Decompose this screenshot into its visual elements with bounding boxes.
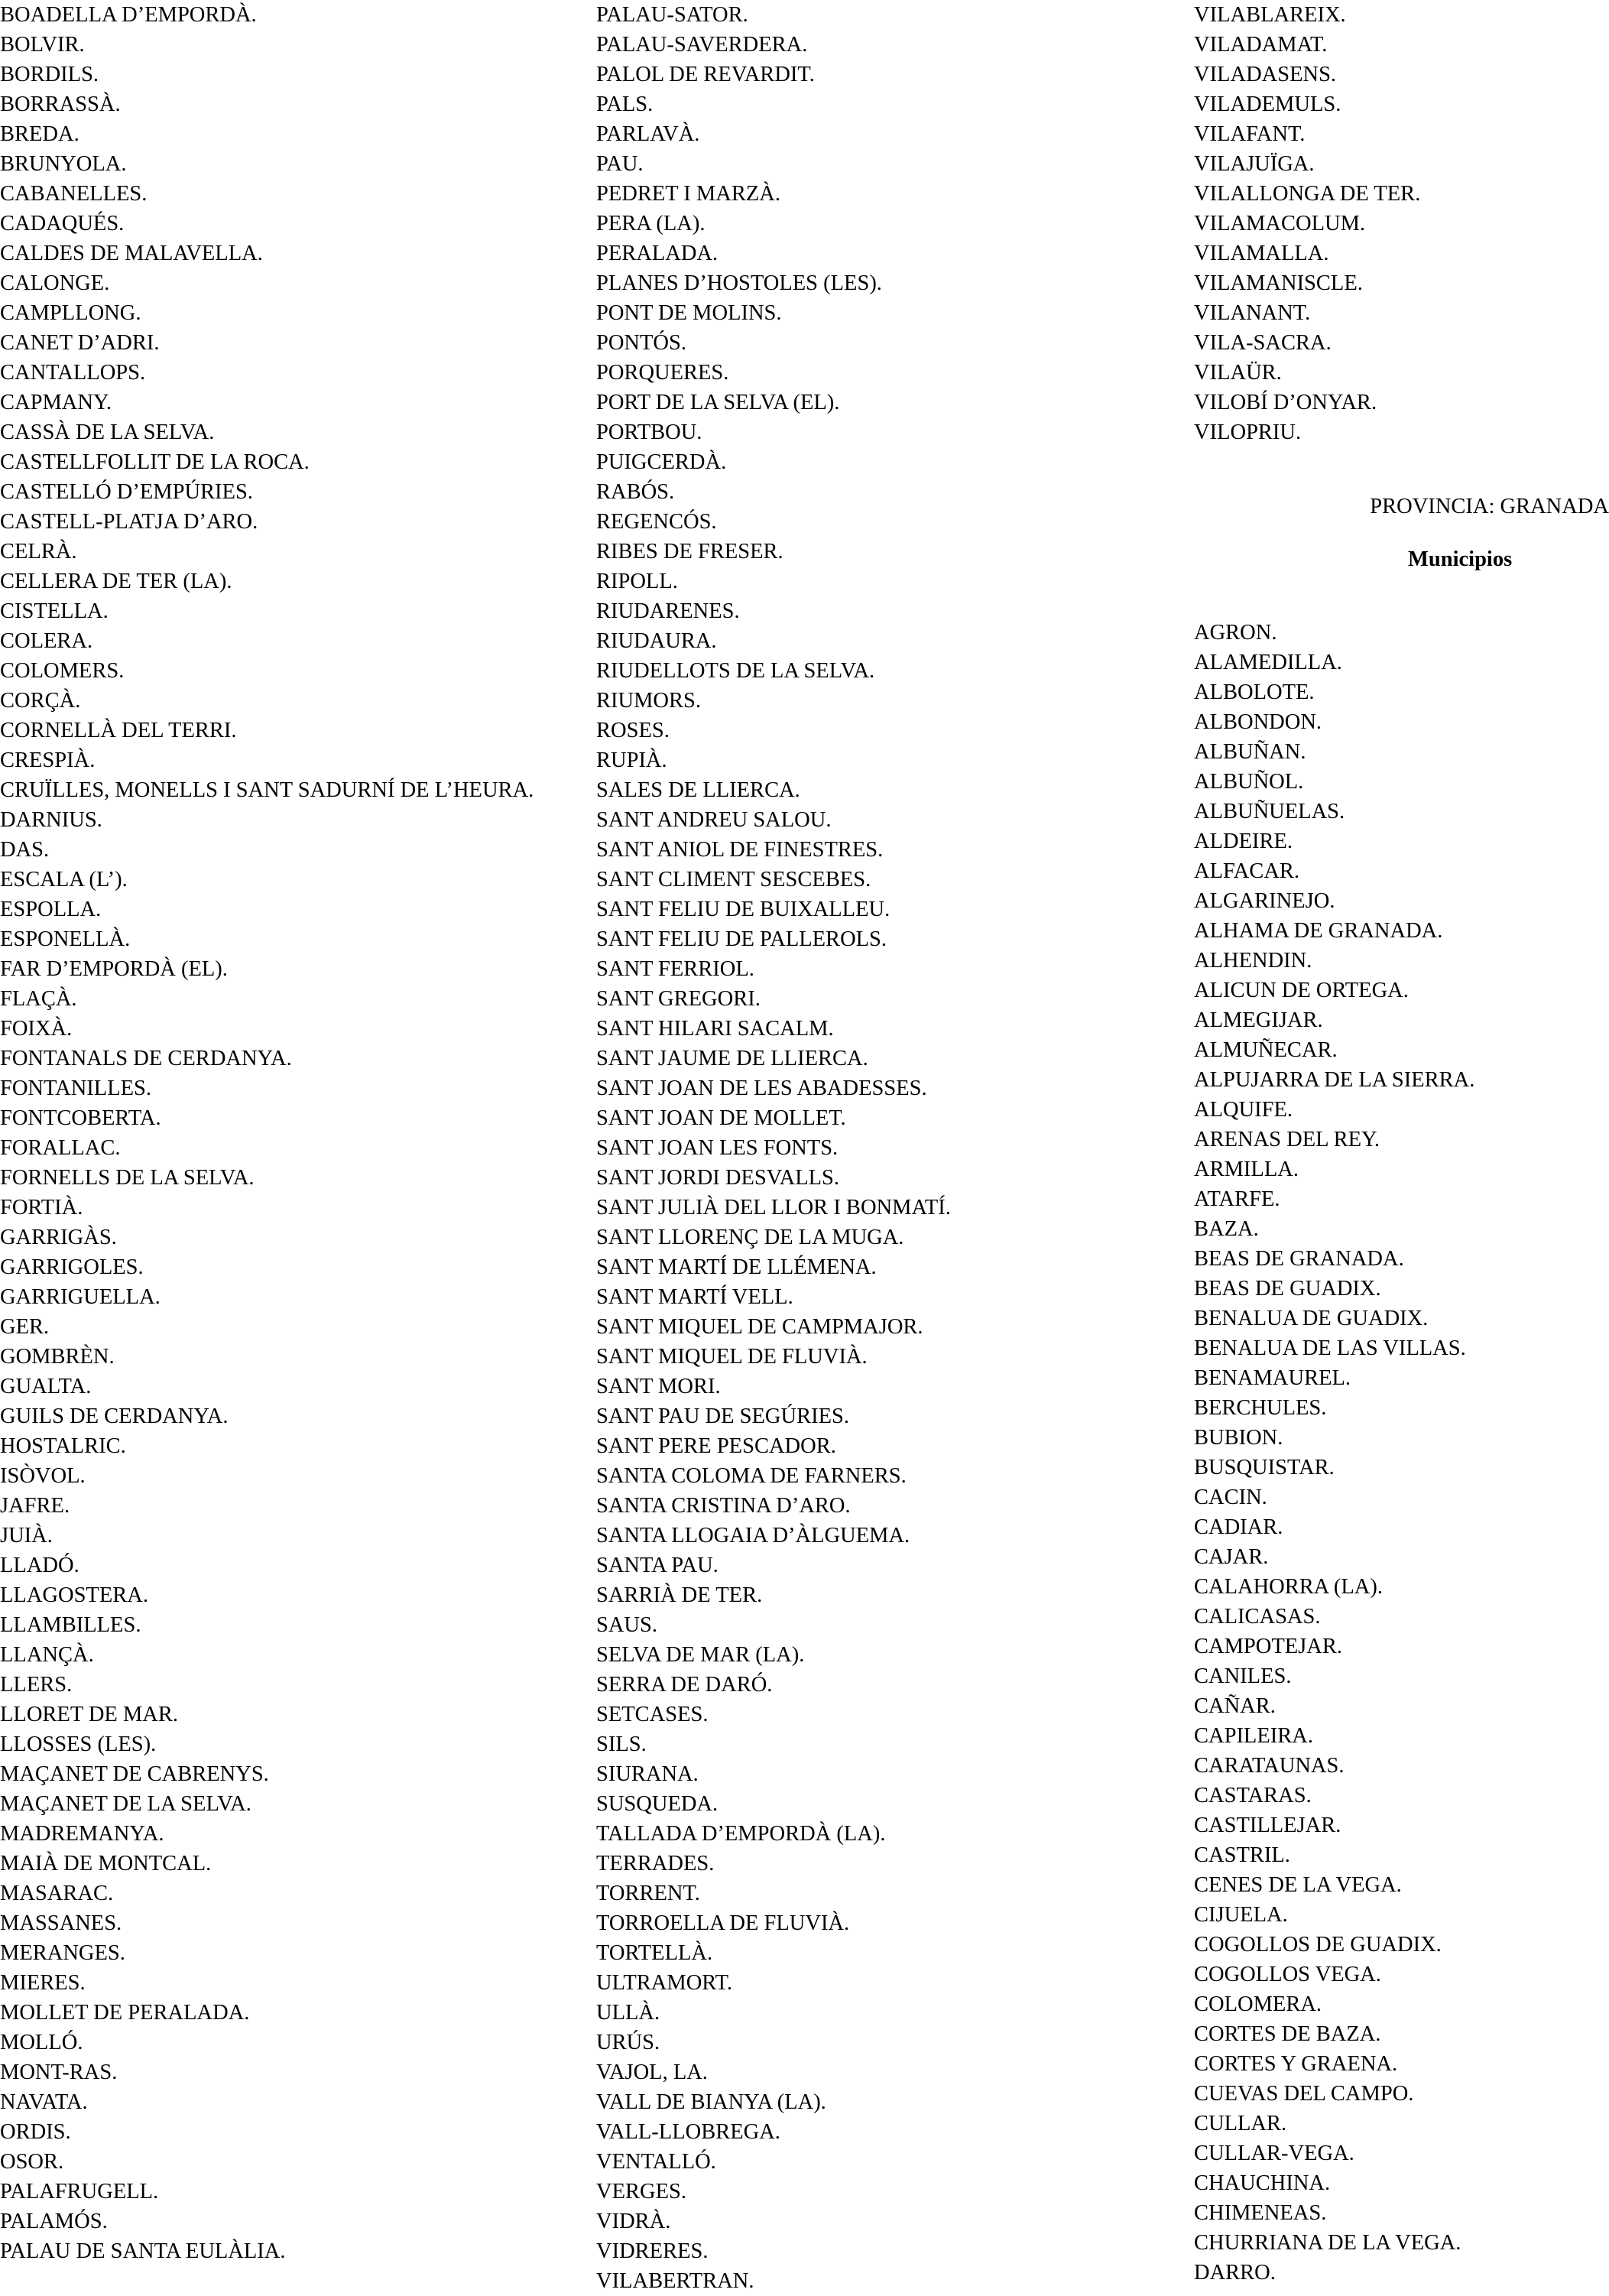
list-item: ESPOLLA. xyxy=(0,898,102,921)
list-item: TORTELLÀ. xyxy=(596,1941,713,1965)
list-item: BREDA. xyxy=(0,122,79,146)
list-item: ALBUÑUELAS. xyxy=(1194,800,1345,823)
list-item: CARATAUNAS. xyxy=(1194,1754,1345,1778)
list-item: SANT MARTÍ DE LLÉMENA. xyxy=(596,1255,877,1279)
list-item: PALAFRUGELL. xyxy=(0,2180,159,2203)
list-item: CABANELLES. xyxy=(0,182,148,206)
list-item: MONT-RAS. xyxy=(0,2061,118,2084)
list-item: MAÇANET DE CABRENYS. xyxy=(0,1762,269,1786)
list-item: CAÑAR. xyxy=(1194,1694,1276,1718)
list-item: ALMUÑECAR. xyxy=(1194,1038,1338,1062)
list-item: CALICASAS. xyxy=(1194,1605,1321,1629)
list-item: SANT MORI. xyxy=(596,1375,721,1398)
list-item: ALPUJARRA DE LA SIERRA. xyxy=(1194,1068,1475,1092)
list-item: SANT ANIOL DE FINESTRES. xyxy=(596,838,884,862)
list-item: BAZA. xyxy=(1194,1217,1259,1241)
list-item: VILAFANT. xyxy=(1194,122,1306,146)
list-item: SANT JAUME DE LLIERCA. xyxy=(596,1047,868,1070)
list-item: CENES DE LA VEGA. xyxy=(1194,1873,1402,1897)
list-item: PALAMÓS. xyxy=(0,2210,108,2233)
list-item: MOLLÓ. xyxy=(0,2031,83,2054)
list-item: SANTA COLOMA DE FARNERS. xyxy=(596,1464,907,1488)
list-item: SANT JULIÀ DEL LLOR I BONMATÍ. xyxy=(596,1196,951,1219)
list-item: ALAMEDILLA. xyxy=(1194,651,1342,674)
list-item: LLANÇÀ. xyxy=(0,1643,94,1667)
municipality-list-column-2 xyxy=(596,0,1024,2296)
list-item: ULTRAMORT. xyxy=(596,1971,733,1995)
list-item: CASTELLÓ D’EMPÚRIES. xyxy=(0,480,253,504)
list-item: CIJUELA. xyxy=(1194,1903,1288,1927)
list-item: SANT FELIU DE PALLEROLS. xyxy=(596,927,887,951)
list-item: SANT FERRIOL. xyxy=(596,957,754,981)
granada-municipality-list xyxy=(1194,618,1609,2288)
list-item: AGRON. xyxy=(1194,621,1277,645)
province-title: PROVINCIA: GRANADA xyxy=(1370,495,1609,518)
list-item: NAVATA. xyxy=(0,2090,88,2114)
list-item: CANTALLOPS. xyxy=(0,361,146,385)
list-item: CAPILEIRA. xyxy=(1194,1724,1313,1748)
list-item: SANT GREGORI. xyxy=(596,987,761,1011)
list-item: VERGES. xyxy=(596,2180,686,2203)
list-item: PAU. xyxy=(596,152,644,176)
list-item: MAIÀ DE MONTCAL. xyxy=(0,1852,212,1875)
list-item: LLORET DE MAR. xyxy=(0,1703,179,1726)
list-item: COGOLLOS VEGA. xyxy=(1194,1963,1381,1986)
list-item: SANT MIQUEL DE FLUVIÀ. xyxy=(596,1345,868,1369)
list-item: RABÓS. xyxy=(596,480,675,504)
list-item: GARRIGUELLA. xyxy=(0,1285,161,1309)
list-item: VILABLAREIX. xyxy=(1194,3,1346,27)
list-item: HOSTALRIC. xyxy=(0,1434,126,1458)
list-item: VIDRÀ. xyxy=(596,2210,671,2233)
list-item: FONTCOBERTA. xyxy=(0,1106,161,1130)
list-item: SANT JOAN DE LES ABADESSES. xyxy=(596,1077,927,1100)
list-item: ALMEGIJAR. xyxy=(1194,1008,1323,1032)
list-item: CORTES DE BAZA. xyxy=(1194,2022,1381,2046)
list-item: VILAMACOLUM. xyxy=(1194,212,1366,235)
list-item: ALBOLOTE. xyxy=(1194,680,1315,704)
list-item: TERRADES. xyxy=(596,1852,715,1875)
list-item: PEDRET I MARZÀ. xyxy=(596,182,780,206)
list-item: VILA-SACRA. xyxy=(1194,331,1332,355)
municipality-list-column-3 xyxy=(1194,0,1609,447)
list-item: BENALUA DE GUADIX. xyxy=(1194,1307,1429,1330)
municipality-list-column-1 xyxy=(0,0,556,2266)
list-item: DAS. xyxy=(0,838,50,862)
list-item: CAMPOTEJAR. xyxy=(1194,1635,1342,1658)
list-item: BERCHULES. xyxy=(1194,1396,1327,1420)
list-item: VILOPRIU. xyxy=(1194,421,1302,444)
list-item: ALQUIFE. xyxy=(1194,1098,1293,1122)
list-item: VALL DE BIANYA (LA). xyxy=(596,2090,826,2114)
list-item: GOMBRÈN. xyxy=(0,1345,115,1369)
list-item: ALICUN DE ORTEGA. xyxy=(1194,979,1409,1002)
list-item: CULLAR-VEGA. xyxy=(1194,2142,1354,2165)
list-item: SANT FELIU DE BUIXALLEU. xyxy=(596,898,890,921)
list-item: DARNIUS. xyxy=(0,808,102,832)
list-item: CANET D’ADRI. xyxy=(0,331,160,355)
list-item: MERANGES. xyxy=(0,1941,125,1965)
list-item: GER. xyxy=(0,1315,50,1339)
list-item: ULLÀ. xyxy=(596,2001,660,2025)
list-item: FORNELLS DE LA SELVA. xyxy=(0,1166,255,1190)
list-item: CULLAR. xyxy=(1194,2112,1287,2135)
list-item: JUIÀ. xyxy=(0,1524,53,1547)
list-item: PONT DE MOLINS. xyxy=(596,301,782,325)
list-item: SANT HILARI SACALM. xyxy=(596,1017,834,1041)
list-item: SANT CLIMENT SESCEBES. xyxy=(596,868,871,891)
list-item: SAUS. xyxy=(596,1613,657,1637)
list-item: COLERA. xyxy=(0,629,93,653)
list-item: VAJOL, LA. xyxy=(596,2061,708,2084)
list-item: PONTÓS. xyxy=(596,331,686,355)
list-item: CHAUCHINA. xyxy=(1194,2171,1331,2195)
list-item: BOLVIR. xyxy=(0,33,85,57)
list-item: PALAU-SAVERDERA. xyxy=(596,33,808,57)
list-item: BRUNYOLA. xyxy=(0,152,127,176)
list-item: RIUDAURA. xyxy=(596,629,717,653)
list-item: GUALTA. xyxy=(0,1375,92,1398)
list-item: CALONGE. xyxy=(0,271,110,295)
list-item: FAR D’EMPORDÀ (EL). xyxy=(0,957,228,981)
list-item: TORROELLA DE FLUVIÀ. xyxy=(596,1911,850,1935)
list-item: CELLERA DE TER (LA). xyxy=(0,570,232,593)
list-item: PERALADA. xyxy=(596,242,719,265)
list-item: CAJAR. xyxy=(1194,1545,1269,1569)
list-item: SUSQUEDA. xyxy=(596,1792,719,1816)
list-item: CAPMANY. xyxy=(0,391,112,414)
list-item: VILAJUÏGA. xyxy=(1194,152,1315,176)
list-item: PUIGCERDÀ. xyxy=(596,450,727,474)
list-item: VILANANT. xyxy=(1194,301,1311,325)
list-item: SANT PERE PESCADOR. xyxy=(596,1434,836,1458)
list-item: MIERES. xyxy=(0,1971,86,1995)
list-item: SANT ANDREU SALOU. xyxy=(596,808,832,832)
list-item: SANTA LLOGAIA D’ÀLGUEMA. xyxy=(596,1524,910,1547)
list-item: BEAS DE GUADIX. xyxy=(1194,1277,1381,1301)
list-item: SANTA PAU. xyxy=(596,1554,719,1577)
list-item: CADAQUÉS. xyxy=(0,212,125,235)
list-item: RUPIÀ. xyxy=(596,749,667,772)
list-item: CORNELLÀ DEL TERRI. xyxy=(0,719,237,742)
list-item: SANT MARTÍ VELL. xyxy=(596,1285,793,1309)
list-item: SARRIÀ DE TER. xyxy=(596,1583,763,1607)
list-item: CASTELLFOLLIT DE LA ROCA. xyxy=(0,450,310,474)
list-item: VENTALLÓ. xyxy=(596,2150,716,2174)
list-item: CRESPIÀ. xyxy=(0,749,96,772)
list-item: ARENAS DEL REY. xyxy=(1194,1128,1380,1151)
list-item: SALES DE LLIERCA. xyxy=(596,778,800,802)
list-item: SERRA DE DARÓ. xyxy=(596,1673,773,1697)
list-item: CADIAR. xyxy=(1194,1515,1283,1539)
list-item: ALHENDIN. xyxy=(1194,949,1312,973)
list-item: FLAÇÀ. xyxy=(0,987,77,1011)
list-item: REGENCÓS. xyxy=(596,510,717,534)
list-item: CUEVAS DEL CAMPO. xyxy=(1194,2082,1414,2106)
list-item: CELRÀ. xyxy=(0,540,77,563)
list-item: CISTELLA. xyxy=(0,599,109,623)
list-item: CORTES Y GRAENA. xyxy=(1194,2052,1398,2076)
list-item: URÚS. xyxy=(596,2031,660,2054)
list-item: FONTANALS DE CERDANYA. xyxy=(0,1047,292,1070)
list-item: CAMPLLONG. xyxy=(0,301,141,325)
list-item: CASSÀ DE LA SELVA. xyxy=(0,421,215,444)
list-item: CASTARAS. xyxy=(1194,1784,1312,1807)
list-item: GARRIGOLES. xyxy=(0,1255,144,1279)
list-item: BORRASSÀ. xyxy=(0,93,121,116)
list-item: SETCASES. xyxy=(596,1703,709,1726)
list-item: CALDES DE MALAVELLA. xyxy=(0,242,263,265)
list-item: SANT LLORENÇ DE LA MUGA. xyxy=(596,1226,904,1249)
list-item: BUBION. xyxy=(1194,1426,1283,1450)
list-item: PORTBOU. xyxy=(596,421,702,444)
list-item: JAFRE. xyxy=(0,1494,70,1518)
list-item: CHURRIANA DE LA VEGA. xyxy=(1194,2231,1461,2255)
list-item: DARRO. xyxy=(1194,2261,1276,2285)
list-item: GUILS DE CERDANYA. xyxy=(0,1405,229,1428)
list-item: VILADASENS. xyxy=(1194,63,1337,86)
list-item: COLOMERA. xyxy=(1194,1992,1322,2016)
list-item: ISÒVOL. xyxy=(0,1464,86,1488)
list-item: MASSANES. xyxy=(0,1911,122,1935)
list-item: SIURANA. xyxy=(596,1762,699,1786)
list-item: BENAMAUREL. xyxy=(1194,1366,1351,1390)
list-item: BORDILS. xyxy=(0,63,99,86)
list-item: VILALLONGA DE TER. xyxy=(1194,182,1421,206)
list-item: CHIMENEAS. xyxy=(1194,2201,1327,2225)
list-item: GARRIGÀS. xyxy=(0,1226,117,1249)
list-item: PALAU DE SANTA EULÀLIA. xyxy=(0,2239,286,2263)
list-item: CRUÏLLES, MONELLS I SANT SADURNÍ DE L’HEURA. xyxy=(0,778,534,802)
list-item: RIUMORS. xyxy=(596,689,701,713)
list-item: BEAS DE GRANADA. xyxy=(1194,1247,1404,1271)
list-item: ALDEIRE. xyxy=(1194,830,1293,853)
list-item: RIPOLL. xyxy=(596,570,678,593)
list-item: CASTELL-PLATJA D’ARO. xyxy=(0,510,258,534)
list-item: TORRENT. xyxy=(596,1882,700,1905)
list-item: LLERS. xyxy=(0,1673,73,1697)
list-item: CACIN. xyxy=(1194,1486,1267,1509)
list-item: RIUDELLOTS DE LA SELVA. xyxy=(596,659,875,683)
list-item: CANILES. xyxy=(1194,1664,1292,1688)
list-item: FONTANILLES. xyxy=(0,1077,151,1100)
list-item: LLAMBILLES. xyxy=(0,1613,141,1637)
list-item: CALAHORRA (LA). xyxy=(1194,1575,1383,1599)
list-item: COLOMERS. xyxy=(0,659,125,683)
list-item: SILS. xyxy=(596,1733,647,1756)
list-item: PALOL DE REVARDIT. xyxy=(596,63,815,86)
list-item: CASTILLEJAR. xyxy=(1194,1814,1341,1837)
list-item: VIDRERES. xyxy=(596,2239,709,2263)
list-item: ALBONDON. xyxy=(1194,710,1322,734)
list-item: ESPONELLÀ. xyxy=(0,927,131,951)
province-subtitle: Municipios xyxy=(1408,547,1513,571)
list-item: SANT MIQUEL DE CAMPMAJOR. xyxy=(596,1315,923,1339)
list-item: ARMILLA. xyxy=(1194,1158,1299,1181)
list-item: VILABERTRAN. xyxy=(596,2269,754,2293)
list-item: ALBUÑOL. xyxy=(1194,770,1304,794)
list-item: ROSES. xyxy=(596,719,670,742)
list-item: PARLAVÀ. xyxy=(596,122,700,146)
list-item: CORÇÀ. xyxy=(0,689,81,713)
list-item: OSOR. xyxy=(0,2150,64,2174)
list-item: BUSQUISTAR. xyxy=(1194,1456,1335,1479)
list-item: VALL-LLOBREGA. xyxy=(596,2120,780,2144)
list-item: PALS. xyxy=(596,93,654,116)
list-item: BENALUA DE LAS VILLAS. xyxy=(1194,1336,1466,1360)
list-item: PALAU-SATOR. xyxy=(596,3,748,27)
list-item: VILOBÍ D’ONYAR. xyxy=(1194,391,1377,414)
list-item: LLOSSES (LES). xyxy=(0,1733,157,1756)
list-item: ALGARINEJO. xyxy=(1194,889,1335,913)
list-item: CASTRIL. xyxy=(1194,1843,1290,1867)
list-item: FORALLAC. xyxy=(0,1136,121,1160)
list-item: MOLLET DE PERALADA. xyxy=(0,2001,250,2025)
list-item: ATARFE. xyxy=(1194,1187,1280,1211)
list-item: PORT DE LA SELVA (EL). xyxy=(596,391,840,414)
list-item: SANT JORDI DESVALLS. xyxy=(596,1166,840,1190)
list-item: SANT JOAN LES FONTS. xyxy=(596,1136,839,1160)
list-item: VILAMANISCLE. xyxy=(1194,271,1363,295)
list-item: ESCALA (L’). xyxy=(0,868,128,891)
list-item: ALBUÑAN. xyxy=(1194,740,1306,764)
list-item: COGOLLOS DE GUADIX. xyxy=(1194,1933,1442,1957)
list-item: ALFACAR. xyxy=(1194,859,1300,883)
list-item: RIBES DE FRESER. xyxy=(596,540,783,563)
list-item: VILADAMAT. xyxy=(1194,33,1328,57)
list-item: VILAMALLA. xyxy=(1194,242,1329,265)
list-item: LLAGOSTERA. xyxy=(0,1583,148,1607)
list-item: LLADÓ. xyxy=(0,1554,79,1577)
list-item: ALHAMA DE GRANADA. xyxy=(1194,919,1443,943)
list-item: SELVA DE MAR (LA). xyxy=(596,1643,805,1667)
list-item: RIUDARENES. xyxy=(596,599,740,623)
list-item: MASARAC. xyxy=(0,1882,114,1905)
list-item: SANT PAU DE SEGÚRIES. xyxy=(596,1405,849,1428)
list-item: PLANES D’HOSTOLES (LES). xyxy=(596,271,882,295)
list-item: ORDIS. xyxy=(0,2120,71,2144)
list-item: MADREMANYA. xyxy=(0,1822,164,1846)
list-item: FOIXÀ. xyxy=(0,1017,73,1041)
list-item: BOADELLA D’EMPORDÀ. xyxy=(0,3,257,27)
list-item: MAÇANET DE LA SELVA. xyxy=(0,1792,251,1816)
list-item: FORTIÀ. xyxy=(0,1196,83,1219)
list-item: VILADEMULS. xyxy=(1194,93,1341,116)
list-item: SANT JOAN DE MOLLET. xyxy=(596,1106,846,1130)
list-item: PERA (LA). xyxy=(596,212,706,235)
list-item: PORQUERES. xyxy=(596,361,729,385)
list-item: VILAÜR. xyxy=(1194,361,1282,385)
list-item: SANTA CRISTINA D’ARO. xyxy=(596,1494,851,1518)
list-item: TALLADA D’EMPORDÀ (LA). xyxy=(596,1822,886,1846)
